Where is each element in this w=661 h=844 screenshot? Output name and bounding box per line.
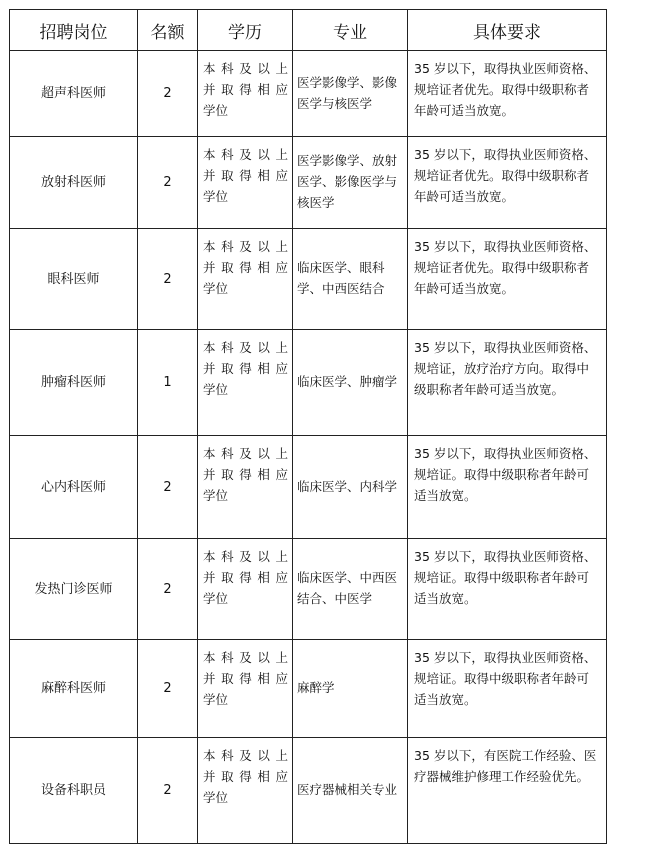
table-row <box>10 539 607 640</box>
education-line: 学位 <box>203 488 229 503</box>
education-line: 并取得相应 <box>203 769 288 784</box>
recruitment-table <box>9 9 607 844</box>
count-cell: 2 <box>138 229 198 330</box>
header-count: 名额 <box>138 10 198 51</box>
major-cell <box>293 640 408 738</box>
education-line: 本科及以上 <box>203 549 288 564</box>
education-cell <box>198 738 293 844</box>
major-text: 临床医学、肿瘤学 <box>297 374 398 389</box>
education-line: 本科及以上 <box>203 340 288 355</box>
major-cell <box>293 330 408 436</box>
header-row <box>10 10 607 51</box>
header-position: 招聘岗位 <box>10 10 138 51</box>
education-line: 学位 <box>203 382 229 397</box>
table-row <box>10 137 607 229</box>
table-row <box>10 640 607 738</box>
major-text: 医疗器械相关专业 <box>297 782 398 797</box>
requirement-cell: 35 岁以下，取得执业医师资格、规培证者优先。取得中级职称者年龄可适当放宽。 <box>408 137 607 229</box>
education-line: 并取得相应 <box>203 361 288 376</box>
education-line: 本科及以上 <box>203 446 288 461</box>
education-line: 并取得相应 <box>203 467 288 482</box>
education-line: 本科及以上 <box>203 748 288 763</box>
requirement-cell: 35 岁以下，取得执业医师资格、规培证者优先。取得中级职称者年龄可适当放宽。 <box>408 51 607 137</box>
count-cell: 2 <box>138 539 198 640</box>
table-row <box>10 330 607 436</box>
education-line: 本科及以上 <box>203 61 288 76</box>
education-line: 并取得相应 <box>203 82 288 97</box>
table-row <box>10 436 607 539</box>
education-line: 学位 <box>203 591 229 606</box>
education-line: 本科及以上 <box>203 650 288 665</box>
requirement-cell: 35 岁以下，取得执业医师资格、规培证，放疗治疗方向。取得中级职称者年龄可适当放宽。 <box>408 330 607 436</box>
education-line: 学位 <box>203 692 229 707</box>
table-row <box>10 51 607 137</box>
table-row <box>10 738 607 844</box>
major-cell <box>293 436 408 539</box>
education-cell <box>198 640 293 738</box>
count-cell: 2 <box>138 137 198 229</box>
education-line: 并取得相应 <box>203 260 288 275</box>
table-row <box>10 229 607 330</box>
education-cell <box>198 229 293 330</box>
count-cell: 2 <box>138 738 198 844</box>
position-cell: 肿瘤科医师 <box>10 330 138 436</box>
count-cell: 2 <box>138 640 198 738</box>
education-line: 学位 <box>203 189 229 204</box>
major-cell <box>293 51 408 137</box>
header-major: 专业 <box>293 10 408 51</box>
requirement-cell: 35 岁以下，取得执业医师资格、规培证。取得中级职称者年龄可适当放宽。 <box>408 539 607 640</box>
education-line: 并取得相应 <box>203 168 288 183</box>
position-cell: 眼科医师 <box>10 229 138 330</box>
position-cell: 麻醉科医师 <box>10 640 138 738</box>
education-cell <box>198 137 293 229</box>
requirement-cell: 35 岁以下，取得执业医师资格、规培证者优先。取得中级职称者年龄可适当放宽。 <box>408 229 607 330</box>
major-text: 临床医学、眼科学、中西医结合 <box>297 260 385 296</box>
requirement-cell: 35 岁以下，有医院工作经验、医疗器械维护修理工作经验优先。 <box>408 738 607 844</box>
education-cell <box>198 436 293 539</box>
requirement-cell: 35 岁以下，取得执业医师资格、规培证。取得中级职称者年龄可适当放宽。 <box>408 640 607 738</box>
major-cell <box>293 137 408 229</box>
count-cell: 2 <box>138 436 198 539</box>
count-cell: 1 <box>138 330 198 436</box>
major-text: 临床医学、中西医结合、中医学 <box>297 570 398 606</box>
header-requirement: 具体要求 <box>408 10 607 51</box>
education-line: 本科及以上 <box>203 239 288 254</box>
position-cell: 设备科职员 <box>10 738 138 844</box>
education-cell <box>198 51 293 137</box>
major-text: 麻醉学 <box>297 680 335 695</box>
education-line: 学位 <box>203 281 229 296</box>
requirement-cell: 35 岁以下，取得执业医师资格、规培证。取得中级职称者年龄可适当放宽。 <box>408 436 607 539</box>
education-cell <box>198 539 293 640</box>
major-text: 医学影像学、放射医学、影像医学与核医学 <box>297 153 398 210</box>
education-line: 本科及以上 <box>203 147 288 162</box>
major-cell <box>293 229 408 330</box>
major-cell <box>293 539 408 640</box>
header-education: 学历 <box>198 10 293 51</box>
major-text: 临床医学、内科学 <box>297 478 398 494</box>
major-cell <box>293 738 408 844</box>
education-line: 并取得相应 <box>203 570 288 585</box>
position-cell: 发热门诊医师 <box>10 539 138 640</box>
education-cell <box>198 330 293 436</box>
position-cell: 超声科医师 <box>10 51 138 137</box>
education-line: 并取得相应 <box>203 671 288 686</box>
count-cell: 2 <box>138 51 198 137</box>
education-line: 学位 <box>203 103 229 118</box>
education-line: 学位 <box>203 790 229 805</box>
position-cell: 放射科医师 <box>10 137 138 229</box>
major-text: 医学影像学、影像医学与核医学 <box>297 74 398 111</box>
position-cell: 心内科医师 <box>10 436 138 539</box>
